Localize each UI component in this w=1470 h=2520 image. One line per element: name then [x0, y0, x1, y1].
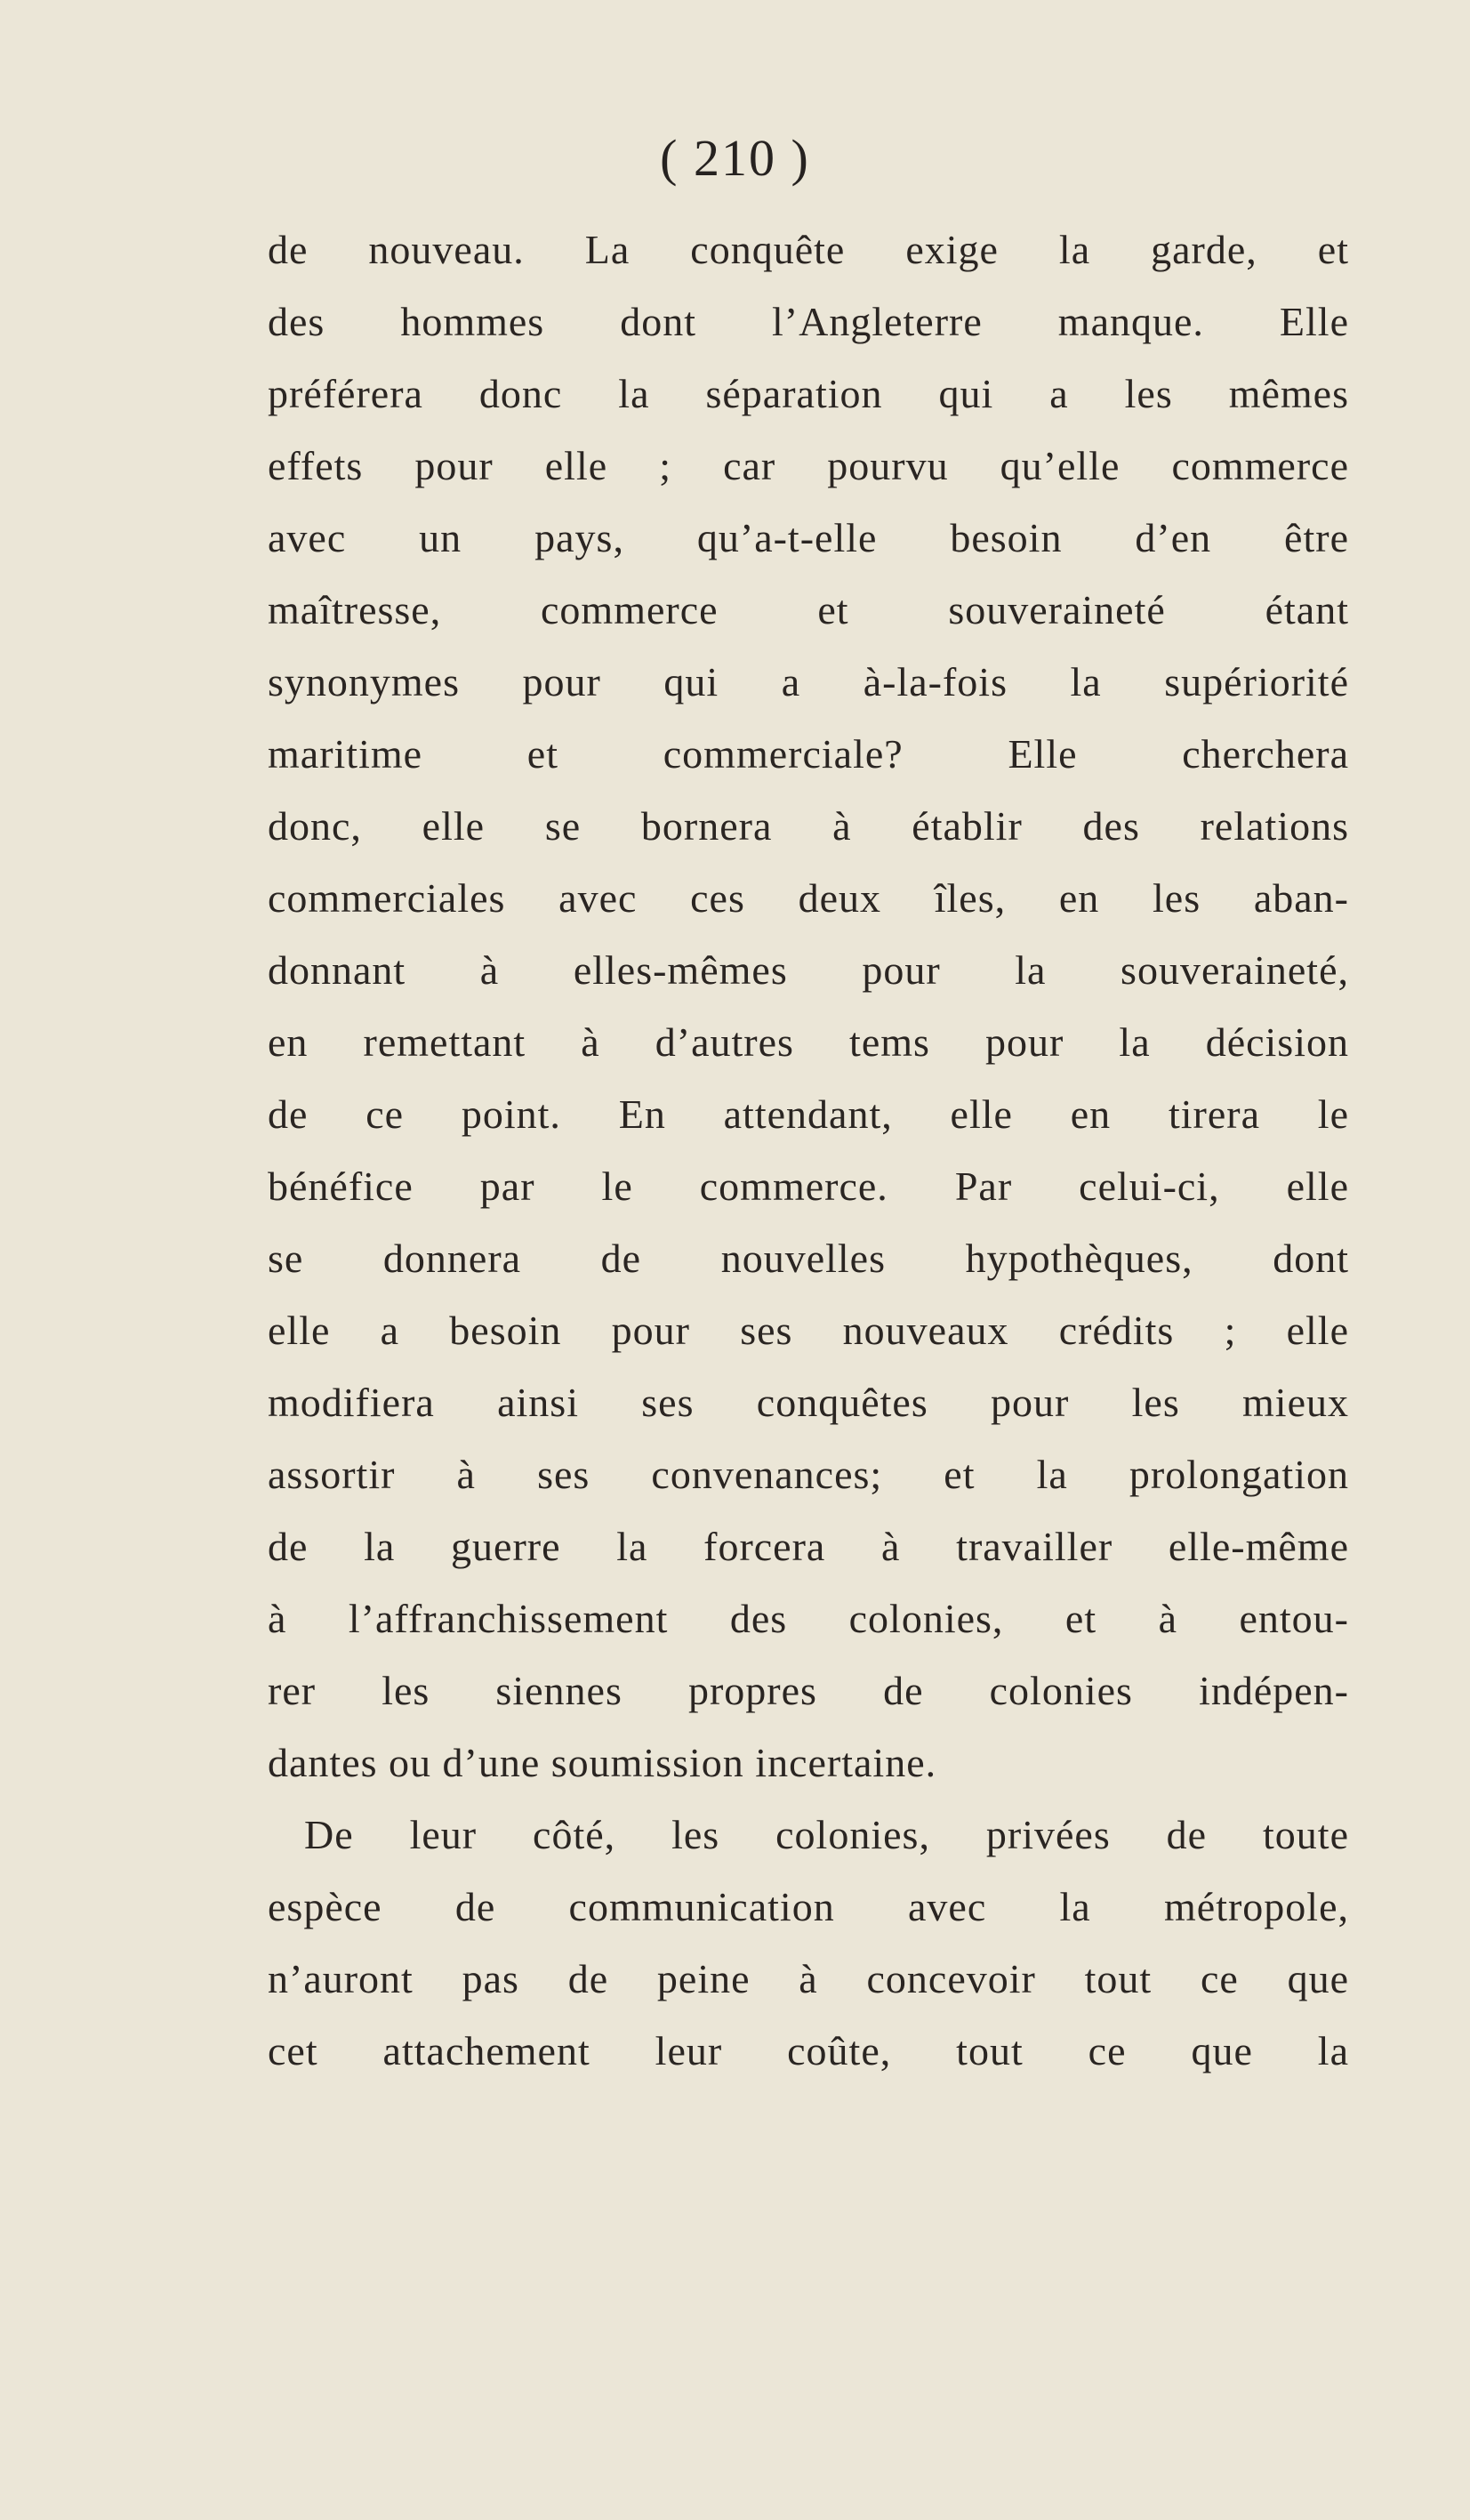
text-line: modifiera ainsi ses conquêtes pour les mieux	[268, 1380, 1349, 1425]
text-line: bénéfice par le commerce. Par celui-ci, elle	[268, 1163, 1349, 1209]
text-line: espèce de communication avec la métropole,	[268, 1884, 1349, 1929]
text-line: effets pour elle ; car pourvu qu’elle commerce	[268, 443, 1349, 488]
text-line: dantes ou d’une soumission incertaine.	[268, 1740, 937, 1785]
text-line: elle a besoin pour ses nouveaux crédits ; elle	[268, 1308, 1349, 1353]
text-line: assortir à ses convenances; et la prolongation	[268, 1452, 1349, 1497]
text-line: se donnera de nouvelles hypothèques, dont	[268, 1236, 1349, 1281]
text-line: maritime et commerciale? Elle cherchera	[268, 731, 1349, 777]
text-line: des hommes dont l’Angleterre manque. Elle	[268, 299, 1349, 344]
text-line: cet attachement leur coûte, tout ce que la	[268, 2028, 1349, 2073]
text-line: maîtresse, commerce et souveraineté étant	[268, 587, 1349, 632]
text-line: n’auront pas de peine à concevoir tout ce que	[268, 1956, 1349, 2001]
page-number: ( 210 )	[660, 129, 810, 187]
text-line: rer les siennes propres de colonies indépen-	[268, 1668, 1349, 1713]
text-line: donc, elle se bornera à établir des relations	[268, 803, 1349, 849]
text-line: de nouveau. La conquête exige la garde, et	[268, 227, 1349, 272]
text-line: à l’affranchissement des colonies, et à entou-	[268, 1596, 1349, 1641]
text-line: synonymes pour qui a à-la-fois la supériorité	[268, 659, 1349, 704]
text-line: donnant à elles-mêmes pour la souveraineté,	[268, 947, 1349, 993]
body-text	[268, 213, 1349, 2087]
text-line: de la guerre la forcera à travailler elle-même	[268, 1524, 1349, 1569]
paragraph-first-line: De leur côté, les colonies, privées de toute	[304, 1812, 1349, 1857]
text-line: avec un pays, qu’a-t-elle besoin d’en être	[268, 515, 1349, 560]
text-line: en remettant à d’autres tems pour la décision	[268, 1019, 1349, 1065]
text-line: préférera donc la séparation qui a les mêmes	[268, 371, 1349, 416]
text-line: commerciales avec ces deux îles, en les aban-	[268, 875, 1349, 921]
text-line: de ce point. En attendant, elle en tirera le	[268, 1091, 1349, 1137]
